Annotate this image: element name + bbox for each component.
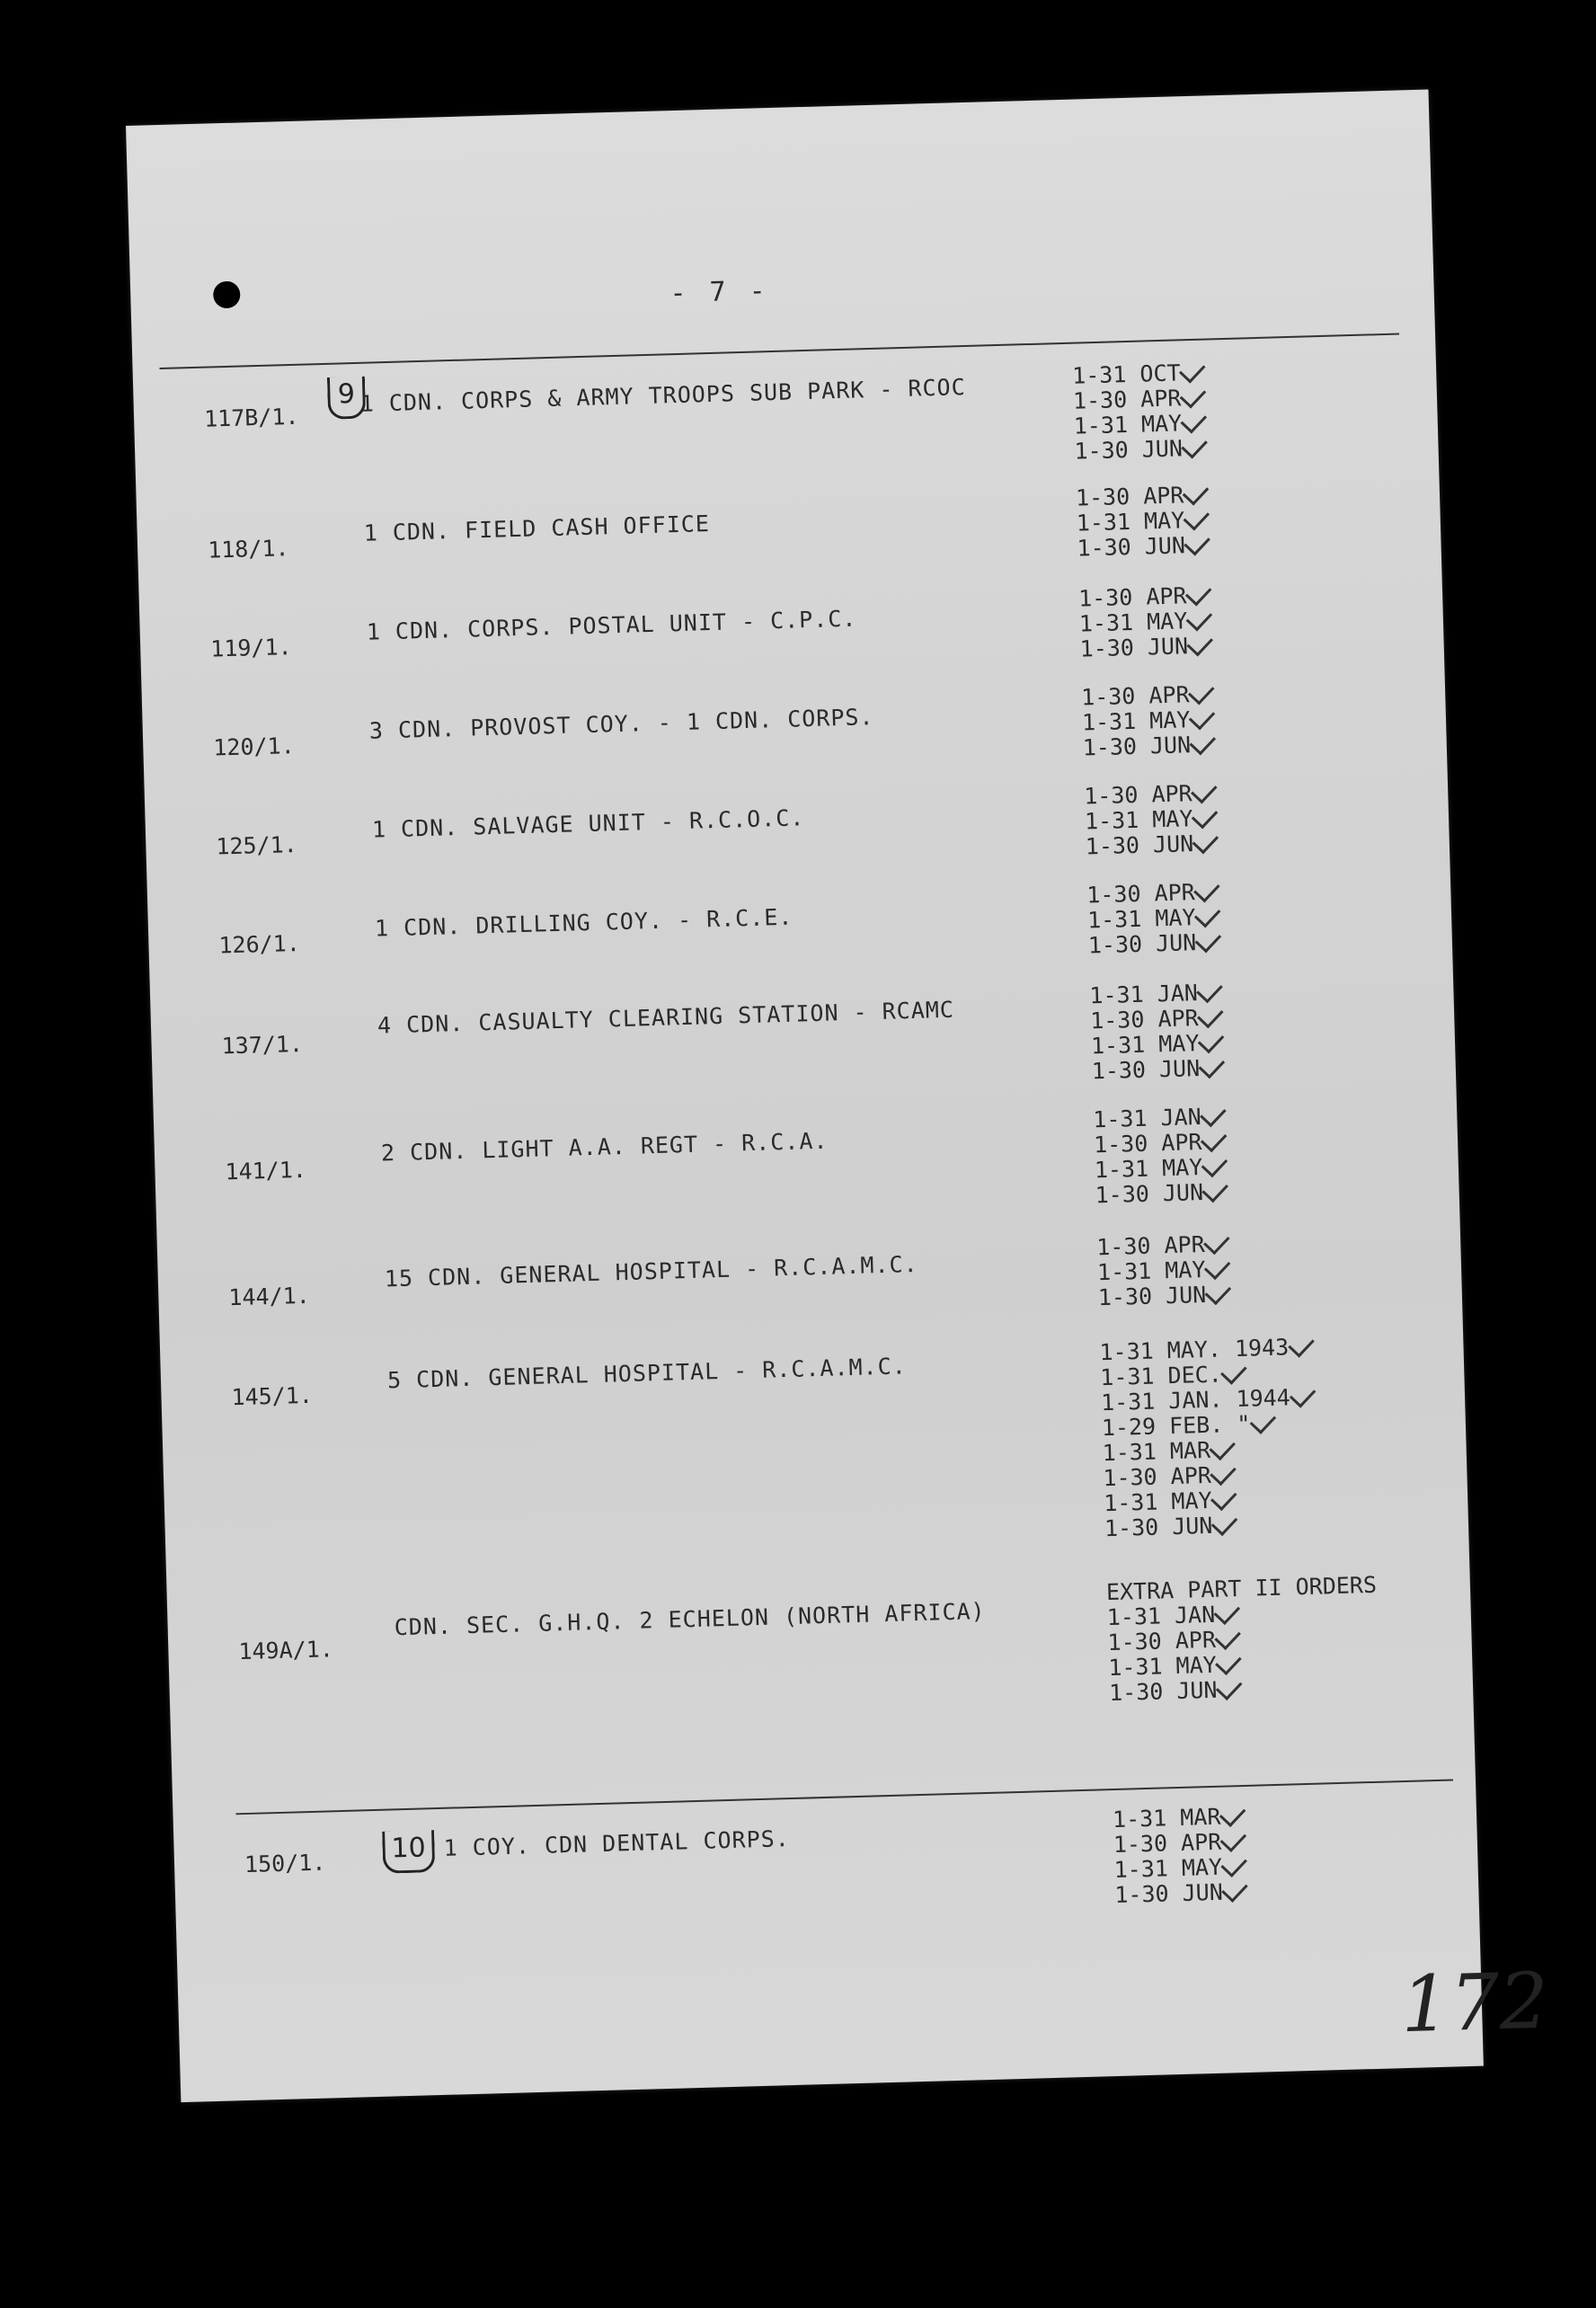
check-mark-icon bbox=[1204, 1253, 1231, 1280]
entry-125 bbox=[145, 780, 1447, 860]
date-list bbox=[1081, 681, 1218, 760]
entry-144 bbox=[157, 1230, 1459, 1311]
entry-code: 144/1. bbox=[228, 1282, 311, 1311]
date-item: 1-31 MAY bbox=[1104, 1486, 1319, 1517]
check-mark-icon bbox=[1202, 1176, 1229, 1203]
entry-code: 117B/1. bbox=[203, 403, 299, 432]
entry-code: 145/1. bbox=[231, 1381, 314, 1411]
entry-code: 137/1. bbox=[221, 1030, 304, 1060]
check-mark-icon bbox=[1288, 1331, 1315, 1358]
check-mark-icon bbox=[1210, 1434, 1237, 1460]
check-mark-icon bbox=[1185, 580, 1212, 607]
entry-code: 119/1. bbox=[209, 634, 292, 662]
check-mark-icon bbox=[1188, 679, 1215, 706]
date-item: 1-31 MAY bbox=[1087, 904, 1222, 933]
unit-name: 1 CDN. DRILLING COY. - R.C.E. bbox=[374, 903, 794, 942]
check-mark-icon bbox=[1210, 1484, 1237, 1511]
date-item: 1-30 JUN bbox=[1085, 830, 1219, 859]
circled-number: 10 bbox=[382, 1830, 435, 1874]
date-list bbox=[1076, 482, 1212, 561]
unit-name: 4 CDN. CASUALTY CLEARING STATION - RCAMC bbox=[377, 996, 955, 1039]
date-item: 1-31 MAY bbox=[1076, 507, 1210, 536]
check-mark-icon bbox=[1181, 407, 1208, 434]
date-item: 1-30 JUN bbox=[1074, 436, 1209, 465]
check-mark-icon bbox=[1199, 1052, 1226, 1079]
check-mark-icon bbox=[1219, 1800, 1246, 1827]
check-mark-icon bbox=[1186, 605, 1213, 632]
check-mark-icon bbox=[1180, 382, 1207, 409]
check-mark-icon bbox=[1201, 1125, 1228, 1152]
date-item: 1-30 APR bbox=[1103, 1460, 1318, 1492]
unit-name: 1 CDN. FIELD CASH OFFICE bbox=[363, 510, 711, 546]
date-item: 1-30 JUN bbox=[1095, 1179, 1229, 1208]
check-mark-icon bbox=[1214, 1598, 1241, 1625]
date-list bbox=[1096, 1231, 1233, 1310]
check-mark-icon bbox=[1205, 1278, 1232, 1305]
entry-126 bbox=[148, 879, 1450, 959]
entry-137 bbox=[151, 979, 1453, 1085]
check-mark-icon bbox=[1182, 432, 1209, 459]
date-item: 1-30 JUN bbox=[1104, 1511, 1320, 1542]
date-item: 1-30 APR bbox=[1073, 386, 1208, 414]
check-mark-icon bbox=[1210, 1459, 1237, 1486]
check-mark-icon bbox=[1200, 1100, 1227, 1127]
check-mark-icon bbox=[1249, 1407, 1276, 1434]
document-page bbox=[126, 90, 1550, 2103]
entry-120 bbox=[142, 681, 1444, 761]
check-mark-icon bbox=[1198, 1026, 1225, 1053]
date-item: 1-31 MAY bbox=[1091, 1030, 1226, 1059]
unit-name: 3 CDN. PROVOST COY. - 1 CDN. CORPS. bbox=[368, 704, 874, 744]
entry-145 bbox=[161, 1334, 1463, 1542]
section-rule bbox=[235, 1779, 1453, 1815]
check-mark-icon bbox=[1216, 1673, 1243, 1700]
entry-code: 149A/1. bbox=[238, 1636, 334, 1665]
check-mark-icon bbox=[1183, 479, 1210, 506]
date-item: 1-30 JUN bbox=[1088, 929, 1223, 958]
date-list bbox=[1099, 1335, 1320, 1542]
date-item: 1-31 MAY bbox=[1079, 608, 1214, 636]
entry-150 bbox=[173, 1801, 1476, 1909]
entry-141 bbox=[155, 1104, 1457, 1209]
date-item: 1-31 JAN. 1944 bbox=[1101, 1385, 1317, 1416]
date-item: 1-30 APR bbox=[1076, 482, 1210, 510]
date-item: 1-31 DEC. bbox=[1100, 1360, 1316, 1391]
date-item: 1-31 JAN bbox=[1089, 980, 1224, 1008]
entry-149a bbox=[167, 1571, 1469, 1707]
check-mark-icon bbox=[1194, 901, 1221, 928]
date-list bbox=[1086, 879, 1223, 958]
date-item: 1-30 APR bbox=[1096, 1231, 1231, 1260]
entry-code: 118/1. bbox=[207, 535, 289, 564]
date-list bbox=[1072, 360, 1209, 465]
check-mark-icon bbox=[1184, 504, 1210, 531]
date-item: 1-31 MAY bbox=[1108, 1648, 1379, 1681]
check-mark-icon bbox=[1197, 976, 1224, 1003]
check-mark-icon bbox=[1211, 1509, 1238, 1536]
circled-number: 9 bbox=[327, 377, 366, 420]
date-item: 1-30 APR bbox=[1084, 780, 1219, 809]
date-item: 1-31 MAY bbox=[1073, 411, 1208, 439]
date-item: 1-30 JUN bbox=[1109, 1673, 1380, 1706]
date-item: 1-30 JUN bbox=[1079, 633, 1214, 661]
check-mark-icon bbox=[1203, 1228, 1230, 1255]
date-item: 1-30 APR bbox=[1090, 1005, 1225, 1034]
date-item: 1-30 APR bbox=[1086, 879, 1221, 908]
date-list bbox=[1084, 780, 1220, 859]
check-mark-icon bbox=[1216, 1648, 1243, 1675]
check-mark-icon bbox=[1290, 1381, 1317, 1408]
check-mark-icon bbox=[1194, 875, 1221, 902]
date-item: 1-31 MAY bbox=[1082, 706, 1217, 735]
date-item: 1-31 MAY bbox=[1094, 1154, 1228, 1183]
date-list bbox=[1078, 582, 1215, 661]
check-mark-icon bbox=[1179, 357, 1206, 384]
unit-name: CDN. SEC. G.H.Q. 2 ECHELON (NORTH AFRICA) bbox=[394, 1597, 987, 1641]
check-mark-icon bbox=[1201, 1150, 1228, 1177]
entry-code: 126/1. bbox=[218, 929, 301, 959]
date-item: 1-30 JUN bbox=[1091, 1055, 1226, 1084]
date-list bbox=[1093, 1104, 1229, 1208]
page-number: - 7 - bbox=[669, 275, 770, 310]
date-item: 1-30 JUN bbox=[1082, 732, 1217, 760]
check-mark-icon bbox=[1187, 630, 1214, 657]
date-item: 1-31 MAY bbox=[1097, 1256, 1232, 1285]
unit-name: 1 COY. CDN DENTAL CORPS. bbox=[443, 1825, 791, 1861]
date-item: 1-30 JUN bbox=[1077, 532, 1211, 561]
check-mark-icon bbox=[1189, 704, 1216, 731]
header-rule bbox=[160, 333, 1400, 370]
entry-code: 141/1. bbox=[225, 1156, 307, 1185]
date-item: 1-31 MAR bbox=[1102, 1435, 1317, 1467]
check-mark-icon bbox=[1220, 1825, 1247, 1852]
date-item: 1-30 APR bbox=[1107, 1623, 1379, 1656]
check-mark-icon bbox=[1190, 729, 1217, 756]
date-item: 1-31 MAR bbox=[1113, 1804, 1247, 1833]
date-item: 1-31 JAN bbox=[1093, 1104, 1228, 1132]
date-item: 1-30 APR bbox=[1094, 1129, 1228, 1158]
date-item: 1-31 OCT bbox=[1072, 360, 1207, 389]
date-item: 1-31 MAY bbox=[1085, 805, 1219, 834]
date-item: 1-31 MAY bbox=[1113, 1854, 1248, 1883]
entry-code: 120/1. bbox=[212, 732, 296, 761]
check-mark-icon bbox=[1193, 828, 1219, 855]
check-mark-icon bbox=[1192, 803, 1219, 830]
entry-code: 125/1. bbox=[216, 830, 298, 860]
check-mark-icon bbox=[1197, 1001, 1224, 1028]
date-item: EXTRA PART II ORDERS bbox=[1105, 1571, 1378, 1606]
check-mark-icon bbox=[1215, 1623, 1242, 1650]
date-item: 1-29 FEB. " bbox=[1101, 1410, 1317, 1442]
date-item: 1-30 JUN bbox=[1114, 1879, 1249, 1908]
handwritten-page-number: 172 bbox=[1399, 1956, 1550, 2051]
entry-code: 150/1. bbox=[244, 1849, 326, 1878]
date-item: 1-30 APR bbox=[1113, 1829, 1247, 1858]
unit-name: 1 CDN. SALVAGE UNIT - R.C.O.C. bbox=[371, 804, 805, 843]
check-mark-icon bbox=[1184, 529, 1211, 556]
check-mark-icon bbox=[1221, 1358, 1248, 1385]
unit-name: 1 CDN. CORPS. POSTAL UNIT - C.P.C. bbox=[366, 605, 857, 645]
date-item: 1-30 APR bbox=[1078, 582, 1213, 611]
date-list bbox=[1106, 1573, 1380, 1706]
entry-119 bbox=[139, 582, 1441, 662]
unit-name: 15 CDN. GENERAL HOSPITAL - R.C.A.M.C. bbox=[384, 1250, 919, 1292]
date-item: 1-30 JUN bbox=[1097, 1282, 1232, 1310]
check-mark-icon bbox=[1221, 1851, 1248, 1877]
unit-name: 1 CDN. CORPS & ARMY TROOPS SUB PARK - RCOC bbox=[359, 374, 967, 417]
check-mark-icon bbox=[1195, 926, 1222, 953]
date-list bbox=[1113, 1804, 1249, 1908]
date-item: 1-30 APR bbox=[1081, 681, 1216, 710]
unit-name: 2 CDN. LIGHT A.A. REGT - R.C.A. bbox=[380, 1127, 829, 1167]
punch-hole bbox=[213, 281, 241, 309]
entry-118 bbox=[137, 482, 1439, 564]
date-item: 1-31 MAY. 1943 bbox=[1099, 1335, 1315, 1366]
check-mark-icon bbox=[1222, 1876, 1249, 1903]
check-mark-icon bbox=[1191, 777, 1218, 804]
date-list bbox=[1089, 980, 1226, 1084]
unit-name: 5 CDN. GENERAL HOSPITAL - R.C.A.M.C. bbox=[386, 1353, 908, 1394]
date-item: 1-31 JAN bbox=[1106, 1598, 1378, 1630]
